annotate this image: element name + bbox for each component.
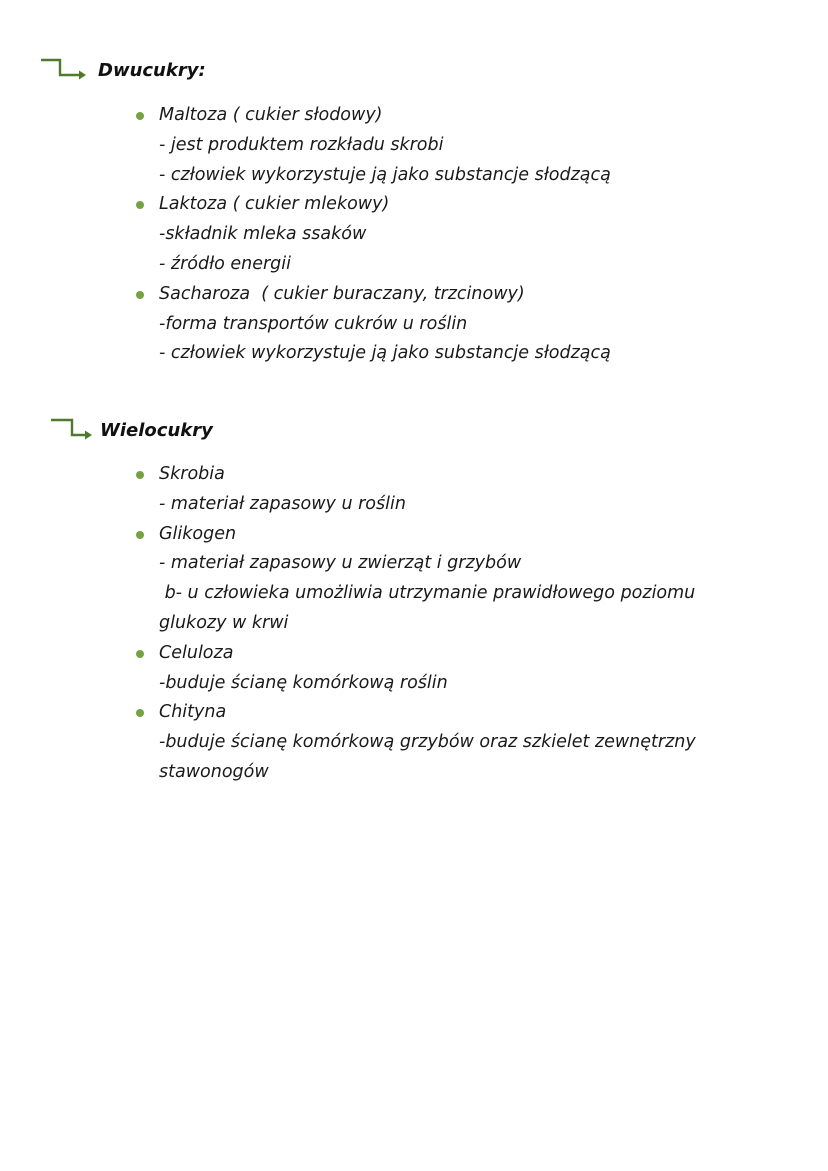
item-detail: -forma transportów cukrów u roślin bbox=[159, 313, 468, 334]
list-item bbox=[136, 190, 736, 279]
item-title: Maltoza ( cukier słodowy) bbox=[159, 105, 383, 125]
item-detail: - materiał zapasowy u zwierząt i grzybów bbox=[159, 553, 522, 574]
list-item bbox=[136, 520, 736, 639]
list-item bbox=[136, 639, 736, 699]
list-item bbox=[136, 101, 736, 190]
item-title: Laktoza ( cukier mlekowy) bbox=[159, 194, 390, 215]
item-detail: - jest produktem rozkładu skrobi bbox=[159, 134, 444, 155]
section-title: Wielocukry bbox=[100, 420, 213, 441]
item-detail: glukozy w krwi bbox=[159, 612, 289, 633]
item-detail: - człowiek wykorzystuje ją jako substancje słodzącą bbox=[159, 164, 611, 185]
bullet-icon bbox=[136, 471, 144, 479]
polysaccharide-list bbox=[136, 460, 736, 788]
bullet-icon bbox=[136, 709, 144, 717]
list-item bbox=[136, 280, 736, 369]
item-detail: -buduje ścianę komórkową grzybów oraz szkielet zewnętrzny bbox=[159, 732, 696, 753]
item-detail: - materiał zapasowy u roślin bbox=[159, 493, 406, 514]
bullet-icon bbox=[136, 531, 144, 539]
item-detail: - człowiek wykorzystuje ją jako substancje słodzącą bbox=[159, 343, 611, 364]
bullet-icon bbox=[136, 112, 144, 120]
section-heading-wielocukry bbox=[50, 418, 213, 442]
bullet-icon bbox=[136, 650, 144, 658]
section-heading-dwucukry bbox=[40, 58, 206, 82]
item-title: Chityna bbox=[159, 702, 227, 723]
item-title: Sacharoza ( cukier buraczany, trzcinowy) bbox=[159, 283, 525, 304]
arrow-turn-right-icon bbox=[50, 418, 94, 442]
list-item bbox=[136, 698, 736, 787]
item-title: Glikogen bbox=[159, 523, 237, 544]
item-detail: -składnik mleka ssaków bbox=[159, 224, 367, 245]
item-title: Celuloza bbox=[159, 642, 234, 663]
item-detail: -buduje ścianę komórkową roślin bbox=[159, 672, 448, 693]
bullet-icon bbox=[136, 291, 144, 299]
list-item bbox=[136, 460, 736, 520]
item-detail: - źródło energii bbox=[159, 253, 292, 274]
arrow-turn-right-icon bbox=[40, 58, 92, 82]
bullet-icon bbox=[136, 201, 144, 209]
item-title: Skrobia bbox=[159, 464, 225, 484]
item-detail: b- u człowieka umożliwia utrzymanie prawidłowego poziomu bbox=[159, 583, 696, 604]
section-title: Dwucukry: bbox=[98, 60, 206, 81]
disaccharide-list bbox=[136, 101, 736, 369]
item-detail: stawonogów bbox=[159, 761, 269, 782]
